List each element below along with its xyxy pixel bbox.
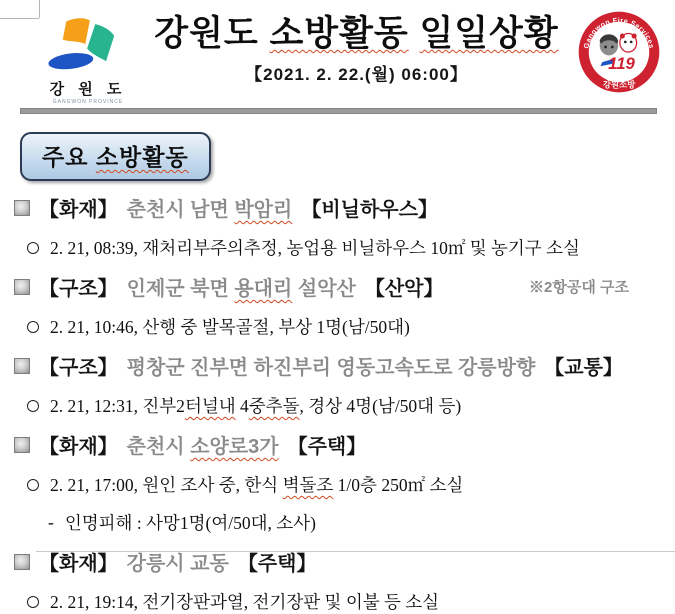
incident-category-label: 【주택】 xyxy=(237,553,317,575)
report-header xyxy=(0,0,675,105)
activity-heading xyxy=(14,272,675,301)
text-segment: 2. 21, 19:14, 전기장판과열, 전기장판 및 이불 등 소실 xyxy=(50,592,440,612)
incident-type-label: 【화재】 xyxy=(39,436,118,458)
text-segment: 중추돌 xyxy=(248,396,300,416)
text-segment: 2. 21, 17:00, 원인 조사 중, 한식 xyxy=(50,475,283,495)
detail-text xyxy=(50,235,580,260)
incident-location xyxy=(127,272,356,301)
square-bullet-icon xyxy=(14,437,30,453)
circle-bullet-icon xyxy=(27,596,39,608)
incident-detail-line xyxy=(27,472,675,497)
incident-location xyxy=(127,193,293,222)
incident-detail-line xyxy=(27,393,675,418)
incident-type-label: 【구조】 xyxy=(39,357,118,379)
square-bullet-icon xyxy=(14,554,30,570)
detail-text xyxy=(50,314,410,339)
incident-type-label: 【화재】 xyxy=(39,553,118,575)
gangwon-logo xyxy=(40,10,136,105)
logo-name: 강 원 도 xyxy=(49,81,127,98)
text-segment: 일일상황 xyxy=(419,14,559,53)
activity-heading xyxy=(14,430,675,459)
dash-bullet-icon: - xyxy=(48,512,54,532)
text-segment xyxy=(409,14,420,53)
incident-detail-line xyxy=(27,235,675,260)
detail-text xyxy=(50,589,439,614)
text-segment: 인명피해 : 사망1명(여/50대, 소사) xyxy=(64,513,316,533)
casualty-sub-line xyxy=(48,510,675,535)
section-title xyxy=(20,132,211,181)
text-segment: 소방활동 xyxy=(269,14,409,53)
page-margin-mark xyxy=(39,0,40,18)
incident-category-label: 【비닐하우스】 xyxy=(301,199,438,221)
square-bullet-icon xyxy=(14,200,30,216)
bottom-divider xyxy=(36,551,675,552)
text-segment: 소양로3가 xyxy=(190,436,279,458)
text-segment: 강릉시 교동 xyxy=(126,553,229,575)
text-segment: 소방활동 xyxy=(95,144,189,170)
incident-type-label: 【화재】 xyxy=(39,199,118,221)
text-segment: 1/0층 250㎡ 소실 xyxy=(333,475,464,495)
incident-detail-line xyxy=(27,589,675,614)
text-segment: 2. 21, 08:39, 재처리부주의추정, 농업용 비닐하우스 10㎡ 및 농기구 소실 xyxy=(50,238,580,258)
page-title xyxy=(136,16,577,53)
text-segment: 평창군 진부면 하진부리 영동고속도로 강릉방향 xyxy=(126,357,536,379)
badge-119: 119 xyxy=(608,53,635,73)
incident-category-label: 【주택】 xyxy=(287,436,367,458)
text-segment: 2. 21, 12:31, 진부2 xyxy=(50,396,185,416)
title-block xyxy=(136,10,577,85)
badge-arc-text: Gangwon Fire Services xyxy=(582,16,656,50)
incident-location xyxy=(127,430,279,459)
text-segment: 춘천시 xyxy=(126,436,191,458)
square-bullet-icon xyxy=(14,358,30,374)
circle-bullet-icon xyxy=(27,321,39,333)
circle-bullet-icon xyxy=(27,400,39,412)
incident-type-label: 【구조】 xyxy=(39,278,118,300)
text-segment: 2. 21, 10:46, 산행 중 발목골절, 부상 1명(남/50대) xyxy=(50,317,410,337)
activity-heading xyxy=(14,193,675,222)
text-segment: 박암리 xyxy=(234,199,293,221)
incident-detail-line xyxy=(27,314,675,339)
badge-bottom-label: 강원소방 xyxy=(602,79,636,90)
text-segment: 벽돌조 xyxy=(282,475,334,495)
text-segment: 춘천시 남면 xyxy=(126,199,235,221)
fire-service-badge xyxy=(577,10,661,99)
text-segment: , 경상 4명(남/50대 등) xyxy=(299,396,462,416)
detail-text xyxy=(50,393,461,418)
incident-category-label: 【교통】 xyxy=(544,357,623,379)
text-segment: 4 xyxy=(235,396,249,416)
text-segment: 터널내 xyxy=(184,396,236,416)
text-segment: 설악산 xyxy=(292,278,356,300)
incident-category-label: 【산악】 xyxy=(364,278,444,300)
page-margin-mark xyxy=(0,18,39,19)
text-segment: 주요 xyxy=(42,144,96,170)
circle-bullet-icon xyxy=(27,479,39,491)
text-segment: 인제군 북면 xyxy=(126,278,235,300)
detail-text xyxy=(50,472,463,497)
activity-heading xyxy=(14,351,675,380)
incident-location xyxy=(127,351,536,380)
fire-badge-icon xyxy=(577,10,661,94)
square-bullet-icon xyxy=(14,279,30,295)
detail-text xyxy=(65,510,316,535)
gangwon-logo-icon xyxy=(42,16,134,72)
circle-bullet-icon xyxy=(27,242,39,254)
report-date: 【2021. 2. 22.(월) 06:00】 xyxy=(245,64,468,84)
logo-subtitle: GANGWON PROVINCE xyxy=(52,99,124,105)
incident-note: ※2항공대 구조 xyxy=(529,279,629,296)
text-segment: 용대리 xyxy=(234,278,293,300)
text-segment: 강원도 xyxy=(154,14,270,53)
